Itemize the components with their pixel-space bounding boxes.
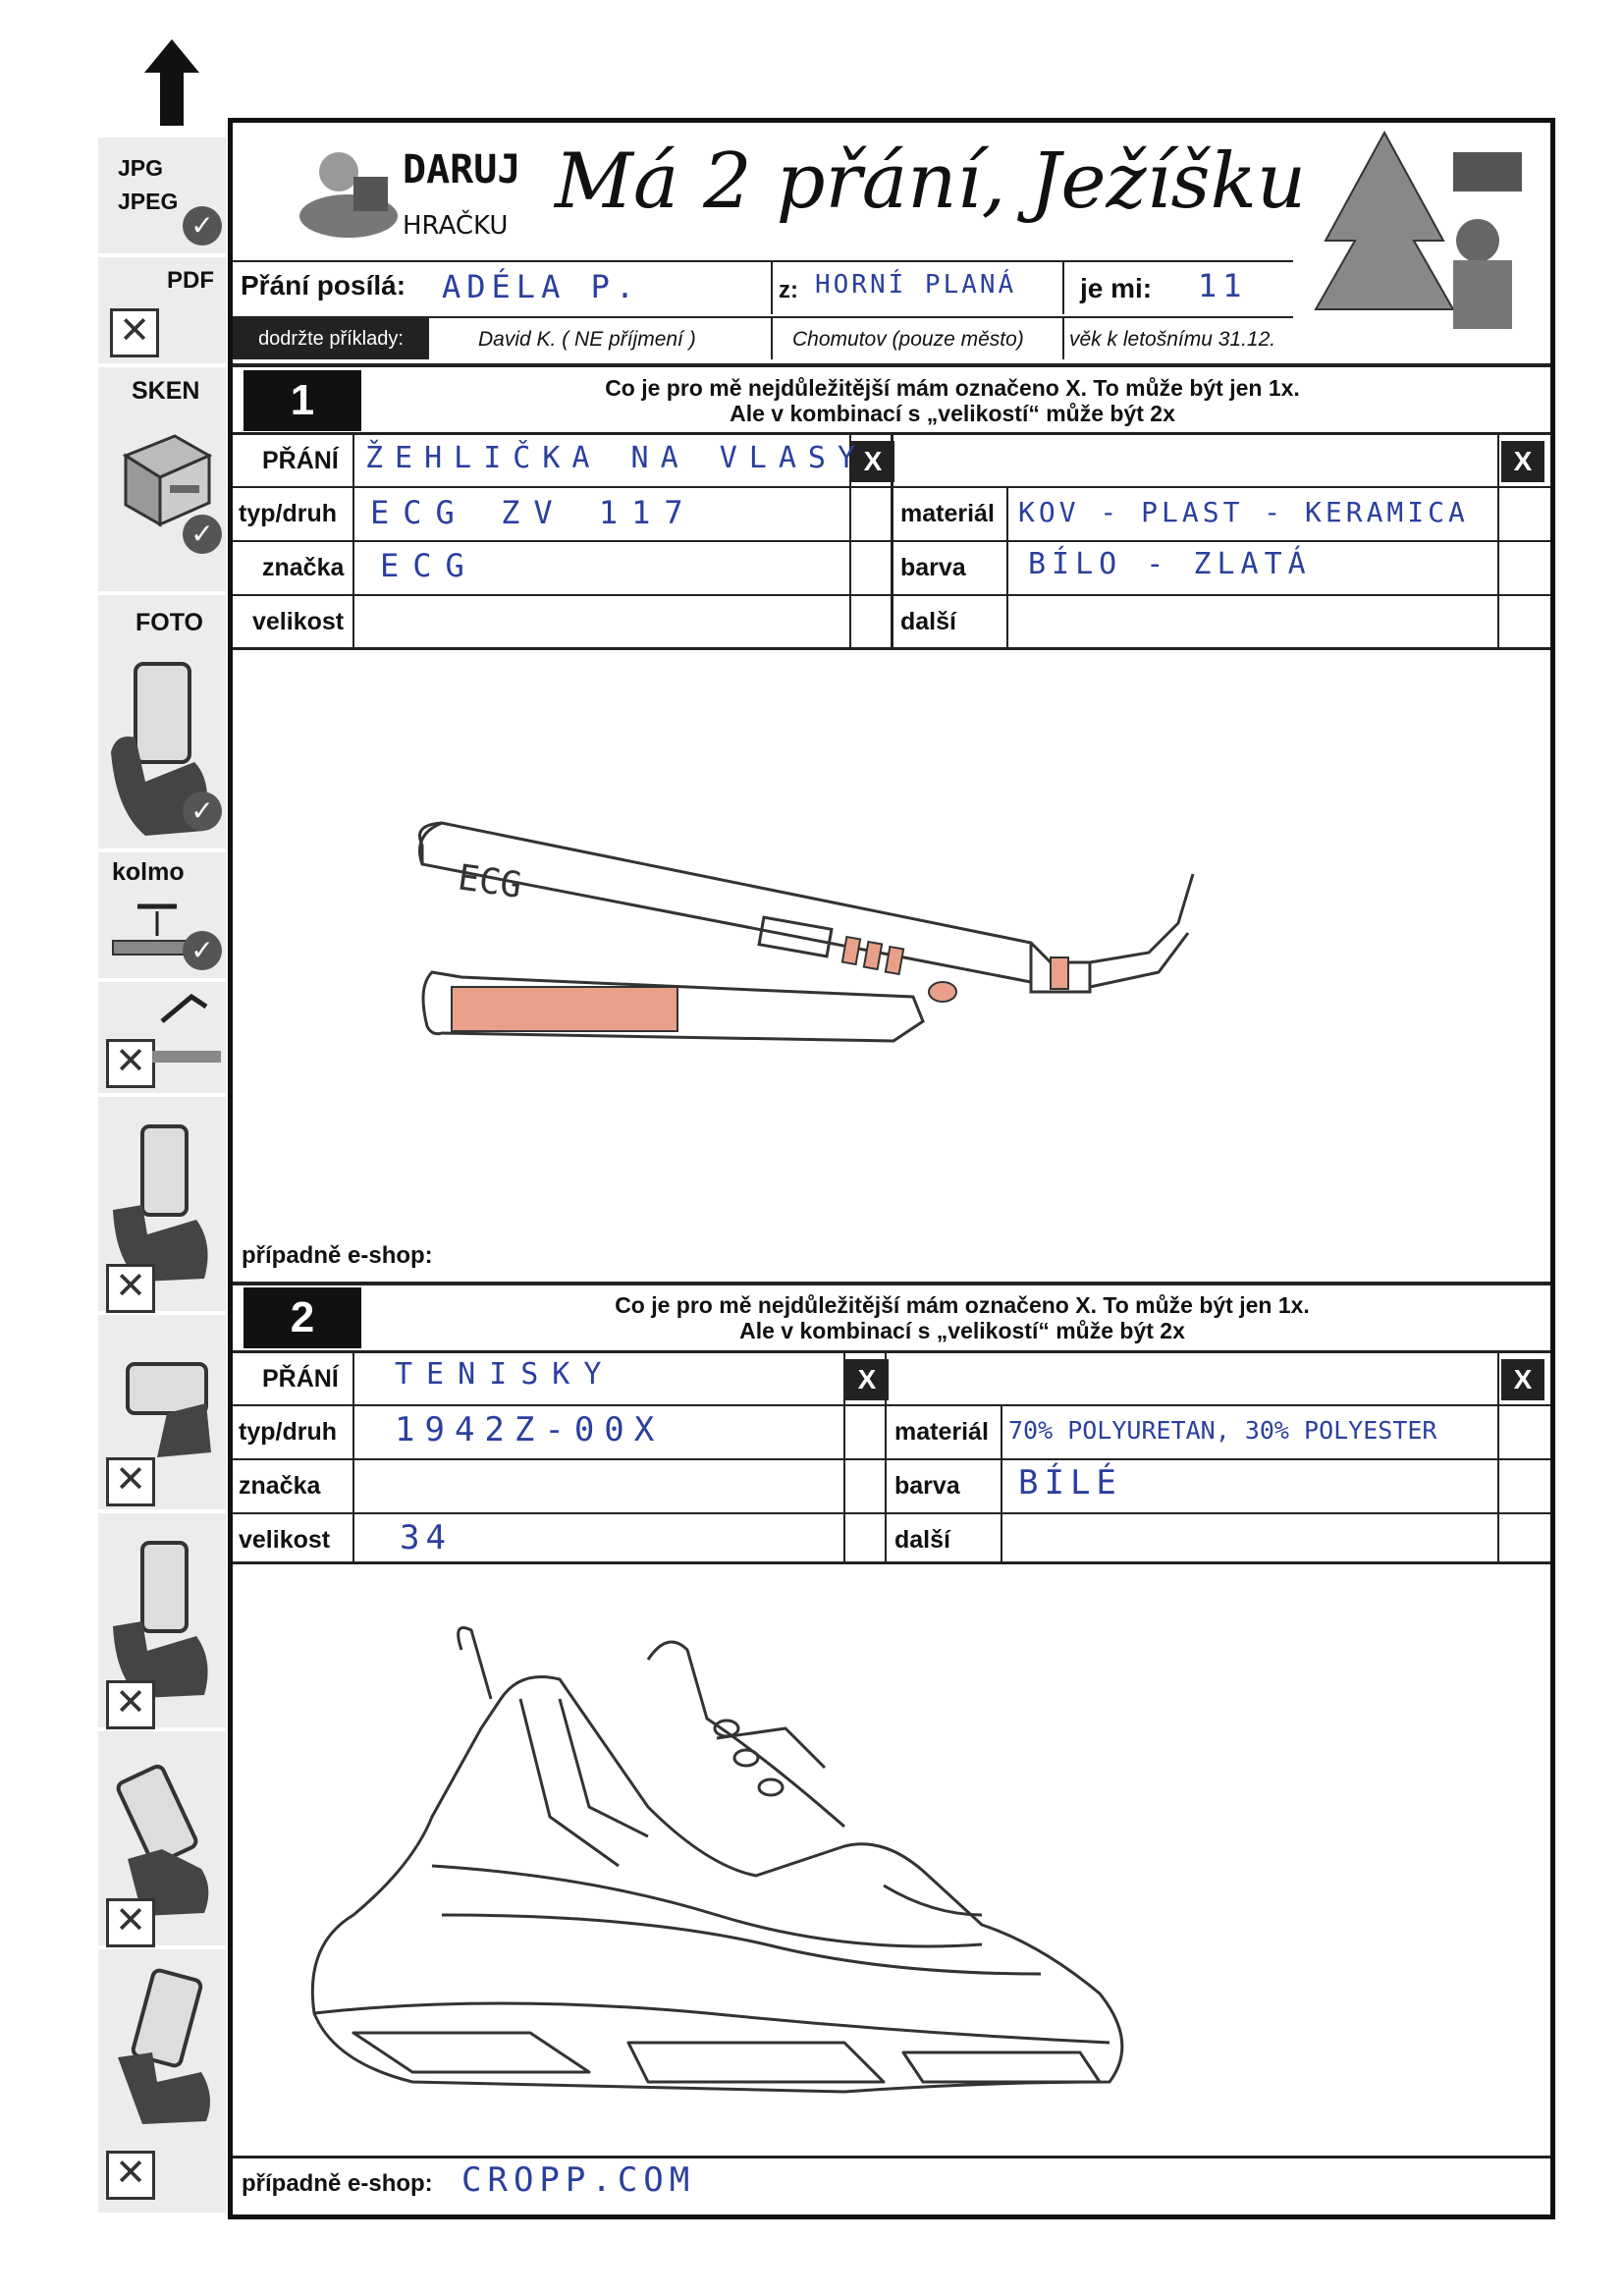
sidebar-cell-photo — [98, 595, 226, 850]
section-number: 2 — [244, 1287, 361, 1348]
check-icon: ✓ — [183, 931, 222, 970]
table-col-line — [1497, 1353, 1499, 1563]
phone-hand-icon — [108, 1533, 216, 1700]
material-label: materiál — [900, 500, 995, 527]
from-value: HORNÍ PLANÁ — [815, 270, 1017, 300]
age-value: 11 — [1198, 267, 1248, 304]
sidebar-scan-label: SKEN — [132, 377, 200, 405]
table-col-line — [352, 1353, 354, 1563]
sidebar-jpeg-label: JPEG — [118, 189, 179, 214]
instruction-line-2: Ale v kombinací s „velikostí“ může být 2x — [739, 1318, 1185, 1343]
cross-box-icon: ✕ — [106, 1680, 155, 1729]
straightener-brand-text: ECG — [455, 857, 524, 906]
sidebar-photo-label: FOTO — [135, 609, 203, 636]
wish-label: PŘÁNÍ — [262, 1365, 339, 1393]
hair-straightener-drawing — [403, 815, 1208, 1070]
hint-age: věk k letošnímu 31.12. — [1069, 328, 1276, 351]
phone-tilt-icon — [108, 1344, 216, 1462]
type-value[interactable]: ECG ZV 117 — [370, 494, 697, 531]
sidebar-cell-pdf — [98, 257, 226, 365]
sidebar-cell-phone2 — [98, 1097, 226, 1313]
sidebar-jpg-label: JPG — [118, 155, 164, 181]
hint-city: Chomutov (pouze město) — [792, 328, 1024, 351]
size-label: velikost — [239, 1526, 331, 1554]
sidebar-cell-phone5 — [98, 1731, 226, 1947]
header-separator — [1062, 260, 1064, 314]
eshop-label: případně e-shop: — [242, 1242, 433, 1269]
sender-label: Přání posílá: — [241, 270, 406, 301]
material-value[interactable]: 70% POLYURETAN, 30% POLYESTER — [1008, 1416, 1437, 1445]
section-divider — [233, 363, 1550, 367]
color-label: barva — [900, 554, 966, 581]
eshop-label: případně e-shop: — [242, 2170, 433, 2197]
phone-hand-icon — [108, 1117, 216, 1284]
size-value[interactable]: 34 — [400, 1518, 452, 1558]
table-row-line — [233, 1404, 1550, 1406]
color-value[interactable]: BÍLÉ — [1018, 1463, 1122, 1503]
sneaker-drawing — [295, 1620, 1276, 2170]
check-icon: ✓ — [183, 206, 222, 246]
sidebar-cell-scan — [98, 367, 226, 593]
cross-box-icon: ✕ — [106, 1457, 155, 1506]
table-col-line — [352, 435, 354, 649]
logo-daruj: DARUJ — [403, 147, 521, 192]
section-divider — [233, 1282, 1550, 1285]
wish-table-1 — [233, 432, 1550, 650]
christmas-tree-icon — [1306, 123, 1542, 339]
color-label: barva — [894, 1472, 960, 1500]
color-value[interactable]: BÍLO - ZLATÁ — [1028, 547, 1312, 581]
sidebar-cell-phone6 — [98, 1949, 226, 2214]
material-value[interactable]: KOV - PLAST - KERAMICA — [1018, 496, 1469, 528]
other-label: další — [894, 1526, 950, 1554]
type-label: typ/druh — [239, 1418, 337, 1446]
wish-table-2 — [233, 1350, 1550, 1564]
cross-box-icon: ✕ — [110, 308, 159, 357]
x-mark-right[interactable]: X — [1501, 1359, 1544, 1400]
other-label: další — [900, 608, 956, 635]
instruction-line-2: Ale v kombinací s „velikostí“ může být 2x — [730, 401, 1175, 426]
sidebar-pdf-label: PDF — [167, 267, 214, 294]
up-arrow-icon — [142, 39, 201, 128]
header-separator — [771, 260, 773, 314]
cross-box-icon: ✕ — [106, 1039, 155, 1088]
sidebar-cell-jpg — [98, 137, 226, 255]
brand-label: značka — [262, 554, 345, 581]
sidebar-kolmo-label: kolmo — [112, 858, 185, 886]
wish-value[interactable]: TENISKY — [395, 1357, 616, 1392]
header-divider — [233, 260, 1293, 262]
sender-value: ADÉLA P. — [442, 268, 641, 305]
x-mark-right[interactable]: X — [1501, 441, 1544, 482]
sidebar-cell-phone4 — [98, 1513, 226, 1729]
logo-hracku: HRAČKU — [403, 211, 509, 241]
header-separator — [771, 318, 773, 359]
check-icon: ✓ — [183, 515, 222, 554]
gift-children-logo-icon — [295, 137, 403, 246]
section-number: 1 — [244, 370, 361, 431]
brand-label: značka — [239, 1472, 321, 1500]
table-row-line — [233, 1458, 1550, 1460]
type-label: typ/druh — [239, 500, 337, 527]
material-label: materiál — [894, 1418, 989, 1446]
age-label: je mi: — [1080, 273, 1153, 303]
eshop-divider — [233, 2156, 1550, 2159]
hint-bar — [233, 316, 1293, 359]
from-label: z: — [779, 277, 798, 303]
instruction-line-1: Co je pro mě nejdůležitější mám označeno X. To může být jen 1x. — [615, 1292, 1310, 1318]
type-value[interactable]: 1942Z-00X — [395, 1410, 665, 1449]
eshop-value[interactable]: CROPP.COM — [461, 2160, 696, 2200]
cross-box-icon: ✕ — [106, 1898, 155, 1947]
sidebar-cell-angle — [98, 982, 226, 1095]
instruction-line-1: Co je pro mě nejdůležitější mám označeno X. To může být jen 1x. — [605, 375, 1300, 401]
cross-box-icon: ✕ — [106, 2151, 155, 2200]
x-mark-left[interactable]: X — [851, 441, 894, 482]
wish-label: PŘÁNÍ — [262, 447, 339, 474]
brand-value[interactable]: ECG — [380, 547, 478, 584]
angled-scan-icon — [152, 992, 221, 1070]
sidebar-cell-phone3 — [98, 1315, 226, 1511]
table-col-line — [1006, 486, 1008, 649]
wish-value[interactable]: ŽEHLIČKA NA VLASY — [365, 441, 868, 475]
hint-label: dodržte příklady: — [233, 318, 429, 359]
page-title: Má 2 přání, Ježíšku — [555, 137, 1307, 226]
phone-rotated-icon — [108, 1751, 216, 1918]
header-separator — [1062, 318, 1064, 359]
table-row-line — [233, 1512, 1550, 1514]
table-col-line — [1497, 435, 1499, 649]
table-col-line — [1001, 1404, 1002, 1563]
sidebar-cell-kolmo — [98, 852, 226, 980]
cross-box-icon: ✕ — [106, 1264, 155, 1313]
x-mark-left[interactable]: X — [845, 1359, 889, 1400]
size-label: velikost — [252, 608, 345, 635]
check-icon: ✓ — [183, 792, 222, 831]
phone-rotated-icon — [113, 1959, 221, 2126]
hint-name: David K. ( NE příjmení ) — [478, 328, 696, 351]
